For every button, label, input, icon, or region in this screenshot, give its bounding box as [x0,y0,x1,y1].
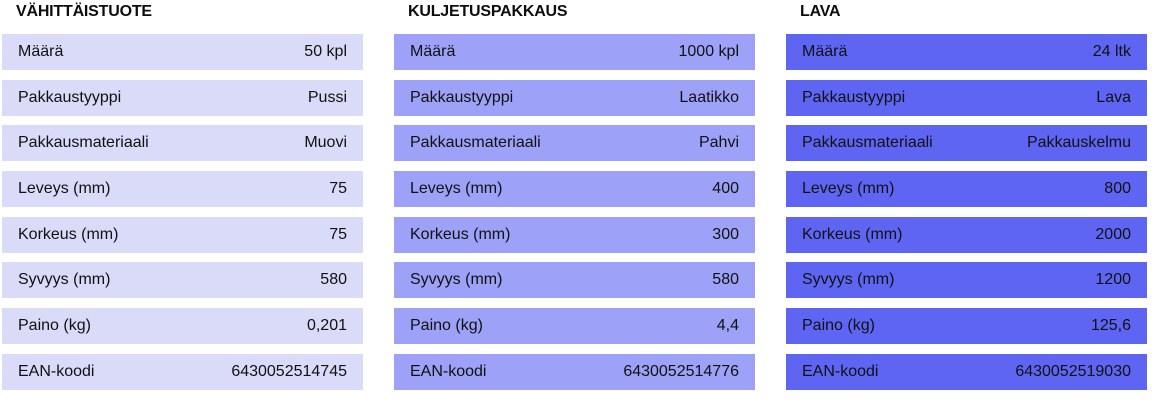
panel-retail-unit [2,0,363,400]
row-value: 75 [329,225,347,243]
row-width [394,171,755,207]
row-label: Määrä [802,43,848,60]
panel-title: VÄHITTÄISTUOTE [16,3,152,20]
row-quantity [2,34,363,70]
row-value: 6430052514745 [231,362,347,380]
row-value: 1000 kpl [678,43,739,60]
row-label: Pakkausmateriaali [410,134,541,152]
row-label: Leveys (mm) [410,180,503,198]
row-package-type [786,80,1147,116]
panel-title: KULJETUSPAKKAUS [408,3,568,20]
row-height [394,217,755,253]
row-value: Muovi [304,134,347,152]
row-label: Määrä [410,43,456,60]
row-label: EAN-koodi [18,362,95,380]
row-package-material [394,125,755,161]
row-package-material [786,125,1147,161]
row-value: 125,6 [1090,317,1131,335]
row-ean [2,354,363,390]
row-value: Laatikko [679,88,739,106]
row-label: Pakkausmateriaali [802,134,933,152]
row-label: Paino (kg) [410,317,483,335]
row-value: 24 ltk [1092,43,1131,60]
row-depth [394,262,755,298]
row-value: 50 kpl [304,43,347,60]
row-value: Pakkauskelmu [1026,134,1131,152]
row-value: 800 [1104,180,1131,198]
row-label: Pakkausmateriaali [18,134,149,152]
row-value: Pussi [307,88,347,106]
row-width [786,171,1147,207]
row-label: Syvyys (mm) [410,271,503,289]
row-label: Syvyys (mm) [18,271,111,289]
row-weight [2,308,363,344]
row-value: 2000 [1095,225,1131,243]
row-label: Pakkaustyyppi [18,88,122,106]
row-weight [786,308,1147,344]
row-value: 0,201 [306,317,347,335]
row-label: Korkeus (mm) [410,225,511,243]
row-height [2,217,363,253]
row-value: 1200 [1095,271,1131,289]
row-label: Pakkaustyyppi [410,88,514,106]
row-value: 580 [712,271,739,289]
row-value: 4,4 [716,317,739,335]
row-label: Määrä [18,43,64,60]
row-label: Korkeus (mm) [18,225,119,243]
row-depth [2,262,363,298]
row-ean [394,354,755,390]
row-label: EAN-koodi [410,362,487,380]
row-value: 400 [712,180,739,198]
row-label: Pakkaustyyppi [802,88,906,106]
row-quantity [394,34,755,70]
row-value: 580 [320,271,347,289]
row-label: Paino (kg) [802,317,875,335]
row-ean [786,354,1147,390]
row-package-type [394,80,755,116]
row-depth [786,262,1147,298]
panel-title: LAVA [800,3,841,20]
row-value: Lava [1096,88,1131,106]
row-label: EAN-koodi [802,362,879,380]
row-value: Pahvi [698,134,739,152]
row-label: Syvyys (mm) [802,271,895,289]
row-value: 75 [329,180,347,198]
row-value: 300 [712,225,739,243]
row-weight [394,308,755,344]
panel-pallet [786,0,1147,400]
row-label: Paino (kg) [18,317,91,335]
row-quantity [786,34,1147,70]
row-label: Leveys (mm) [802,180,895,198]
row-value: 6430052514776 [623,362,739,380]
row-width [2,171,363,207]
row-label: Korkeus (mm) [802,225,903,243]
panel-shipping-package [394,0,755,400]
row-height [786,217,1147,253]
row-package-type [2,80,363,116]
row-value: 6430052519030 [1015,362,1131,380]
row-package-material [2,125,363,161]
row-label: Leveys (mm) [18,180,111,198]
